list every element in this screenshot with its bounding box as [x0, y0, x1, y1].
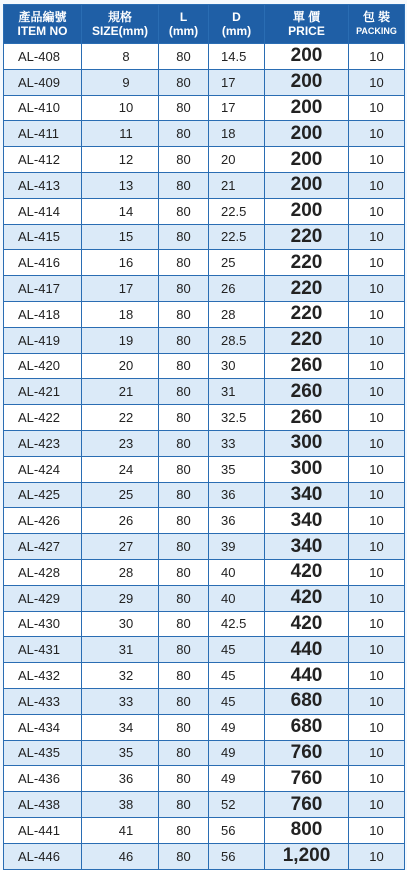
item-no-cell: AL-426	[4, 508, 82, 534]
size-cell: 46	[82, 843, 159, 869]
packing-cell: 10	[349, 405, 405, 431]
price-cell: 440	[265, 637, 349, 663]
packing-cell: 10	[349, 276, 405, 302]
item-no-cell: AL-441	[4, 817, 82, 843]
table-row	[4, 585, 405, 611]
table-row	[4, 740, 405, 766]
size-cell: 19	[82, 327, 159, 353]
price-cell: 760	[265, 740, 349, 766]
table-row	[4, 147, 405, 173]
diameter-cell: 36	[209, 508, 265, 534]
item-no-cell: AL-438	[4, 792, 82, 818]
length-cell: 80	[159, 508, 209, 534]
table-body	[4, 44, 405, 870]
header-price-zh: 單 價	[292, 10, 321, 24]
header-price-en: PRICE	[288, 24, 325, 38]
size-cell: 26	[82, 508, 159, 534]
table-row	[4, 405, 405, 431]
diameter-cell: 14.5	[209, 44, 265, 70]
diameter-cell: 42.5	[209, 611, 265, 637]
length-cell: 80	[159, 456, 209, 482]
header-item-no	[4, 5, 82, 44]
diameter-cell: 49	[209, 766, 265, 792]
length-cell: 80	[159, 301, 209, 327]
length-cell: 80	[159, 843, 209, 869]
length-cell: 80	[159, 714, 209, 740]
length-cell: 80	[159, 121, 209, 147]
table-row	[4, 69, 405, 95]
length-cell: 80	[159, 405, 209, 431]
size-cell: 35	[82, 740, 159, 766]
length-cell: 80	[159, 637, 209, 663]
header-packing	[349, 5, 405, 44]
item-no-cell: AL-418	[4, 301, 82, 327]
item-no-cell: AL-414	[4, 198, 82, 224]
diameter-cell: 45	[209, 688, 265, 714]
size-cell: 34	[82, 714, 159, 740]
length-cell: 80	[159, 353, 209, 379]
price-cell: 440	[265, 663, 349, 689]
price-cell: 680	[265, 688, 349, 714]
table-row	[4, 379, 405, 405]
item-no-cell: AL-435	[4, 740, 82, 766]
packing-cell: 10	[349, 843, 405, 869]
table-row	[4, 95, 405, 121]
header-length-zh: L	[179, 10, 188, 24]
packing-cell: 10	[349, 534, 405, 560]
length-cell: 80	[159, 327, 209, 353]
packing-cell: 10	[349, 688, 405, 714]
diameter-cell: 39	[209, 534, 265, 560]
header-diameter-en: (mm)	[221, 24, 252, 38]
table-row	[4, 663, 405, 689]
price-cell: 200	[265, 95, 349, 121]
size-cell: 9	[82, 69, 159, 95]
packing-cell: 10	[349, 69, 405, 95]
size-cell: 17	[82, 276, 159, 302]
table-row	[4, 637, 405, 663]
diameter-cell: 35	[209, 456, 265, 482]
size-cell: 33	[82, 688, 159, 714]
table-row	[4, 766, 405, 792]
length-cell: 80	[159, 663, 209, 689]
price-table	[3, 4, 405, 870]
length-cell: 80	[159, 817, 209, 843]
price-cell: 680	[265, 714, 349, 740]
packing-cell: 10	[349, 198, 405, 224]
length-cell: 80	[159, 44, 209, 70]
diameter-cell: 56	[209, 817, 265, 843]
length-cell: 80	[159, 250, 209, 276]
item-no-cell: AL-432	[4, 663, 82, 689]
item-no-cell: AL-415	[4, 224, 82, 250]
packing-cell: 10	[349, 456, 405, 482]
table-row	[4, 172, 405, 198]
item-no-cell: AL-434	[4, 714, 82, 740]
packing-cell: 10	[349, 95, 405, 121]
table-row	[4, 353, 405, 379]
packing-cell: 10	[349, 301, 405, 327]
packing-cell: 10	[349, 766, 405, 792]
header-item-zh: 產品編號	[18, 10, 67, 24]
length-cell: 80	[159, 95, 209, 121]
diameter-cell: 32.5	[209, 405, 265, 431]
table-row	[4, 456, 405, 482]
size-cell: 8	[82, 44, 159, 70]
packing-cell: 10	[349, 44, 405, 70]
length-cell: 80	[159, 740, 209, 766]
item-no-cell: AL-417	[4, 276, 82, 302]
size-cell: 14	[82, 198, 159, 224]
price-cell: 260	[265, 353, 349, 379]
item-no-cell: AL-429	[4, 585, 82, 611]
size-cell: 10	[82, 95, 159, 121]
size-cell: 24	[82, 456, 159, 482]
diameter-cell: 17	[209, 69, 265, 95]
price-cell: 200	[265, 121, 349, 147]
item-no-cell: AL-423	[4, 430, 82, 456]
item-no-cell: AL-421	[4, 379, 82, 405]
table-row	[4, 224, 405, 250]
packing-cell: 10	[349, 663, 405, 689]
packing-cell: 10	[349, 817, 405, 843]
size-cell: 23	[82, 430, 159, 456]
length-cell: 80	[159, 379, 209, 405]
length-cell: 80	[159, 611, 209, 637]
item-no-cell: AL-431	[4, 637, 82, 663]
header-length-en: (mm)	[168, 24, 199, 38]
length-cell: 80	[159, 172, 209, 198]
length-cell: 80	[159, 430, 209, 456]
length-cell: 80	[159, 276, 209, 302]
price-cell: 200	[265, 172, 349, 198]
size-cell: 22	[82, 405, 159, 431]
packing-cell: 10	[349, 430, 405, 456]
packing-cell: 10	[349, 379, 405, 405]
diameter-cell: 25	[209, 250, 265, 276]
packing-cell: 10	[349, 121, 405, 147]
table-row	[4, 276, 405, 302]
packing-cell: 10	[349, 792, 405, 818]
size-cell: 15	[82, 224, 159, 250]
size-cell: 28	[82, 559, 159, 585]
size-cell: 18	[82, 301, 159, 327]
size-cell: 30	[82, 611, 159, 637]
table-row	[4, 792, 405, 818]
table-header	[4, 5, 405, 44]
diameter-cell: 28	[209, 301, 265, 327]
item-no-cell: AL-433	[4, 688, 82, 714]
length-cell: 80	[159, 224, 209, 250]
price-cell: 300	[265, 430, 349, 456]
price-cell: 200	[265, 44, 349, 70]
length-cell: 80	[159, 482, 209, 508]
header-item-en: ITEM NO	[17, 24, 68, 38]
packing-cell: 10	[349, 714, 405, 740]
price-cell: 220	[265, 327, 349, 353]
diameter-cell: 30	[209, 353, 265, 379]
table-row	[4, 482, 405, 508]
diameter-cell: 45	[209, 637, 265, 663]
table-row	[4, 611, 405, 637]
price-cell: 300	[265, 456, 349, 482]
item-no-cell: AL-409	[4, 69, 82, 95]
price-cell: 260	[265, 405, 349, 431]
item-no-cell: AL-430	[4, 611, 82, 637]
size-cell: 31	[82, 637, 159, 663]
item-no-cell: AL-416	[4, 250, 82, 276]
table-row	[4, 688, 405, 714]
price-cell: 420	[265, 611, 349, 637]
price-cell: 220	[265, 224, 349, 250]
item-no-cell: AL-427	[4, 534, 82, 560]
table-row	[4, 121, 405, 147]
length-cell: 80	[159, 766, 209, 792]
header-row	[4, 5, 405, 44]
price-cell: 800	[265, 817, 349, 843]
table-row	[4, 817, 405, 843]
diameter-cell: 49	[209, 714, 265, 740]
size-cell: 41	[82, 817, 159, 843]
diameter-cell: 17	[209, 95, 265, 121]
item-no-cell: AL-410	[4, 95, 82, 121]
length-cell: 80	[159, 688, 209, 714]
price-cell: 200	[265, 198, 349, 224]
header-packing-zh: 包 裝	[362, 10, 391, 24]
item-no-cell: AL-420	[4, 353, 82, 379]
size-cell: 12	[82, 147, 159, 173]
price-cell: 420	[265, 585, 349, 611]
diameter-cell: 33	[209, 430, 265, 456]
diameter-cell: 52	[209, 792, 265, 818]
packing-cell: 10	[349, 172, 405, 198]
item-no-cell: AL-419	[4, 327, 82, 353]
size-cell: 21	[82, 379, 159, 405]
item-no-cell: AL-428	[4, 559, 82, 585]
table-row	[4, 430, 405, 456]
length-cell: 80	[159, 585, 209, 611]
header-size	[82, 5, 159, 44]
diameter-cell: 22.5	[209, 224, 265, 250]
header-length	[159, 5, 209, 44]
header-price	[265, 5, 349, 44]
packing-cell: 10	[349, 637, 405, 663]
packing-cell: 10	[349, 147, 405, 173]
price-cell: 220	[265, 276, 349, 302]
table-row	[4, 301, 405, 327]
size-cell: 32	[82, 663, 159, 689]
diameter-cell: 18	[209, 121, 265, 147]
packing-cell: 10	[349, 482, 405, 508]
price-cell: 340	[265, 508, 349, 534]
item-no-cell: AL-412	[4, 147, 82, 173]
item-no-cell: AL-422	[4, 405, 82, 431]
packing-cell: 10	[349, 250, 405, 276]
table-row	[4, 44, 405, 70]
table-row	[4, 508, 405, 534]
header-diameter	[209, 5, 265, 44]
price-cell: 1,200	[265, 843, 349, 869]
diameter-cell: 49	[209, 740, 265, 766]
packing-cell: 10	[349, 327, 405, 353]
size-cell: 16	[82, 250, 159, 276]
price-cell: 340	[265, 534, 349, 560]
diameter-cell: 45	[209, 663, 265, 689]
length-cell: 80	[159, 792, 209, 818]
item-no-cell: AL-424	[4, 456, 82, 482]
packing-cell: 10	[349, 585, 405, 611]
table-row	[4, 250, 405, 276]
size-cell: 27	[82, 534, 159, 560]
size-cell: 38	[82, 792, 159, 818]
header-diameter-zh: D	[232, 10, 241, 24]
header-size-zh: 規格	[107, 10, 132, 24]
diameter-cell: 20	[209, 147, 265, 173]
item-no-cell: AL-425	[4, 482, 82, 508]
item-no-cell: AL-436	[4, 766, 82, 792]
diameter-cell: 22.5	[209, 198, 265, 224]
header-size-en: SIZE(mm)	[91, 24, 148, 38]
diameter-cell: 28.5	[209, 327, 265, 353]
packing-cell: 10	[349, 508, 405, 534]
length-cell: 80	[159, 198, 209, 224]
length-cell: 80	[159, 534, 209, 560]
price-cell: 260	[265, 379, 349, 405]
length-cell: 80	[159, 559, 209, 585]
size-cell: 20	[82, 353, 159, 379]
diameter-cell: 31	[209, 379, 265, 405]
price-cell: 340	[265, 482, 349, 508]
price-cell: 220	[265, 250, 349, 276]
price-cell: 420	[265, 559, 349, 585]
packing-cell: 10	[349, 740, 405, 766]
diameter-cell: 21	[209, 172, 265, 198]
table-row	[4, 714, 405, 740]
diameter-cell: 56	[209, 843, 265, 869]
price-cell: 760	[265, 792, 349, 818]
size-cell: 25	[82, 482, 159, 508]
packing-cell: 10	[349, 611, 405, 637]
price-cell: 200	[265, 69, 349, 95]
price-cell: 760	[265, 766, 349, 792]
diameter-cell: 36	[209, 482, 265, 508]
size-cell: 36	[82, 766, 159, 792]
diameter-cell: 40	[209, 585, 265, 611]
item-no-cell: AL-408	[4, 44, 82, 70]
item-no-cell: AL-413	[4, 172, 82, 198]
size-cell: 11	[82, 121, 159, 147]
size-cell: 13	[82, 172, 159, 198]
price-cell: 200	[265, 147, 349, 173]
table-row	[4, 198, 405, 224]
diameter-cell: 40	[209, 559, 265, 585]
table-row	[4, 559, 405, 585]
table-row	[4, 843, 405, 869]
header-packing-en: PACKING	[356, 26, 397, 36]
packing-cell: 10	[349, 353, 405, 379]
diameter-cell: 26	[209, 276, 265, 302]
table-row	[4, 327, 405, 353]
table-row	[4, 534, 405, 560]
size-cell: 29	[82, 585, 159, 611]
item-no-cell: AL-411	[4, 121, 82, 147]
packing-cell: 10	[349, 224, 405, 250]
item-no-cell: AL-446	[4, 843, 82, 869]
packing-cell: 10	[349, 559, 405, 585]
price-cell: 220	[265, 301, 349, 327]
length-cell: 80	[159, 147, 209, 173]
length-cell: 80	[159, 69, 209, 95]
